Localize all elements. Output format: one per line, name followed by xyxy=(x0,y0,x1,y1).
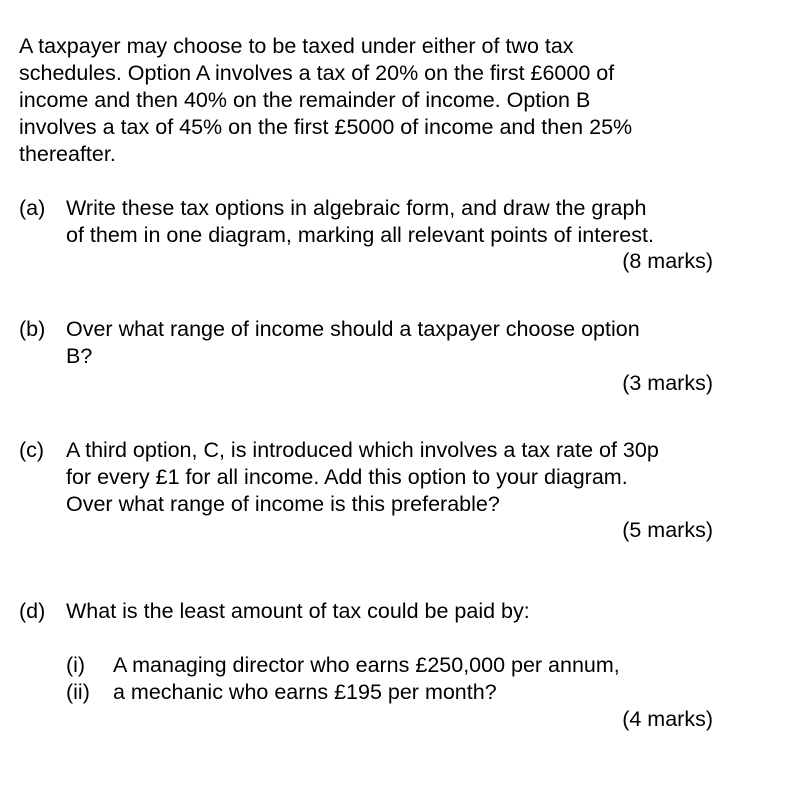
question-label: (a) xyxy=(19,196,46,220)
question-text-line: B? xyxy=(66,344,93,368)
subitem-label: (i) xyxy=(66,653,86,677)
intro-line: A taxpayer may choose to be taxed under either of two tax xyxy=(19,34,574,58)
marks-label: (4 marks) xyxy=(622,707,713,731)
question-text-line: Write these tax options in algebraic form, and draw the graph xyxy=(66,196,647,220)
marks-label: (5 marks) xyxy=(622,518,713,542)
question-label: (c) xyxy=(19,438,45,462)
subitem-text: a mechanic who earns £195 per month? xyxy=(113,680,497,704)
question-text-line: Over what range of income should a taxpayer choose option xyxy=(66,317,640,341)
question-label: (d) xyxy=(19,599,46,623)
intro-line: involves a tax of 45% on the first £5000 of income and then 25% xyxy=(19,115,633,139)
marks-label: (3 marks) xyxy=(622,371,713,395)
question-text-line: Over what range of income is this preferable? xyxy=(66,492,500,516)
question-text-line: A third option, C, is introduced which involves a tax rate of 30p xyxy=(66,438,659,462)
question-label: (b) xyxy=(19,317,46,341)
question-text-line: for every £1 for all income. Add this option to your diagram. xyxy=(66,465,628,489)
subitem-text: A managing director who earns £250,000 per annum, xyxy=(113,653,620,677)
intro-line: schedules. Option A involves a tax of 20% on the first £6000 of xyxy=(19,61,615,85)
question-text-line: What is the least amount of tax could be paid by: xyxy=(66,599,530,623)
intro-line: income and then 40% on the remainder of income. Option B xyxy=(19,88,591,112)
question-text-line: of them in one diagram, marking all relevant points of interest. xyxy=(66,223,654,247)
marks-label: (8 marks) xyxy=(622,249,713,273)
intro-line: thereafter. xyxy=(19,142,116,166)
subitem-label: (ii) xyxy=(66,680,90,704)
